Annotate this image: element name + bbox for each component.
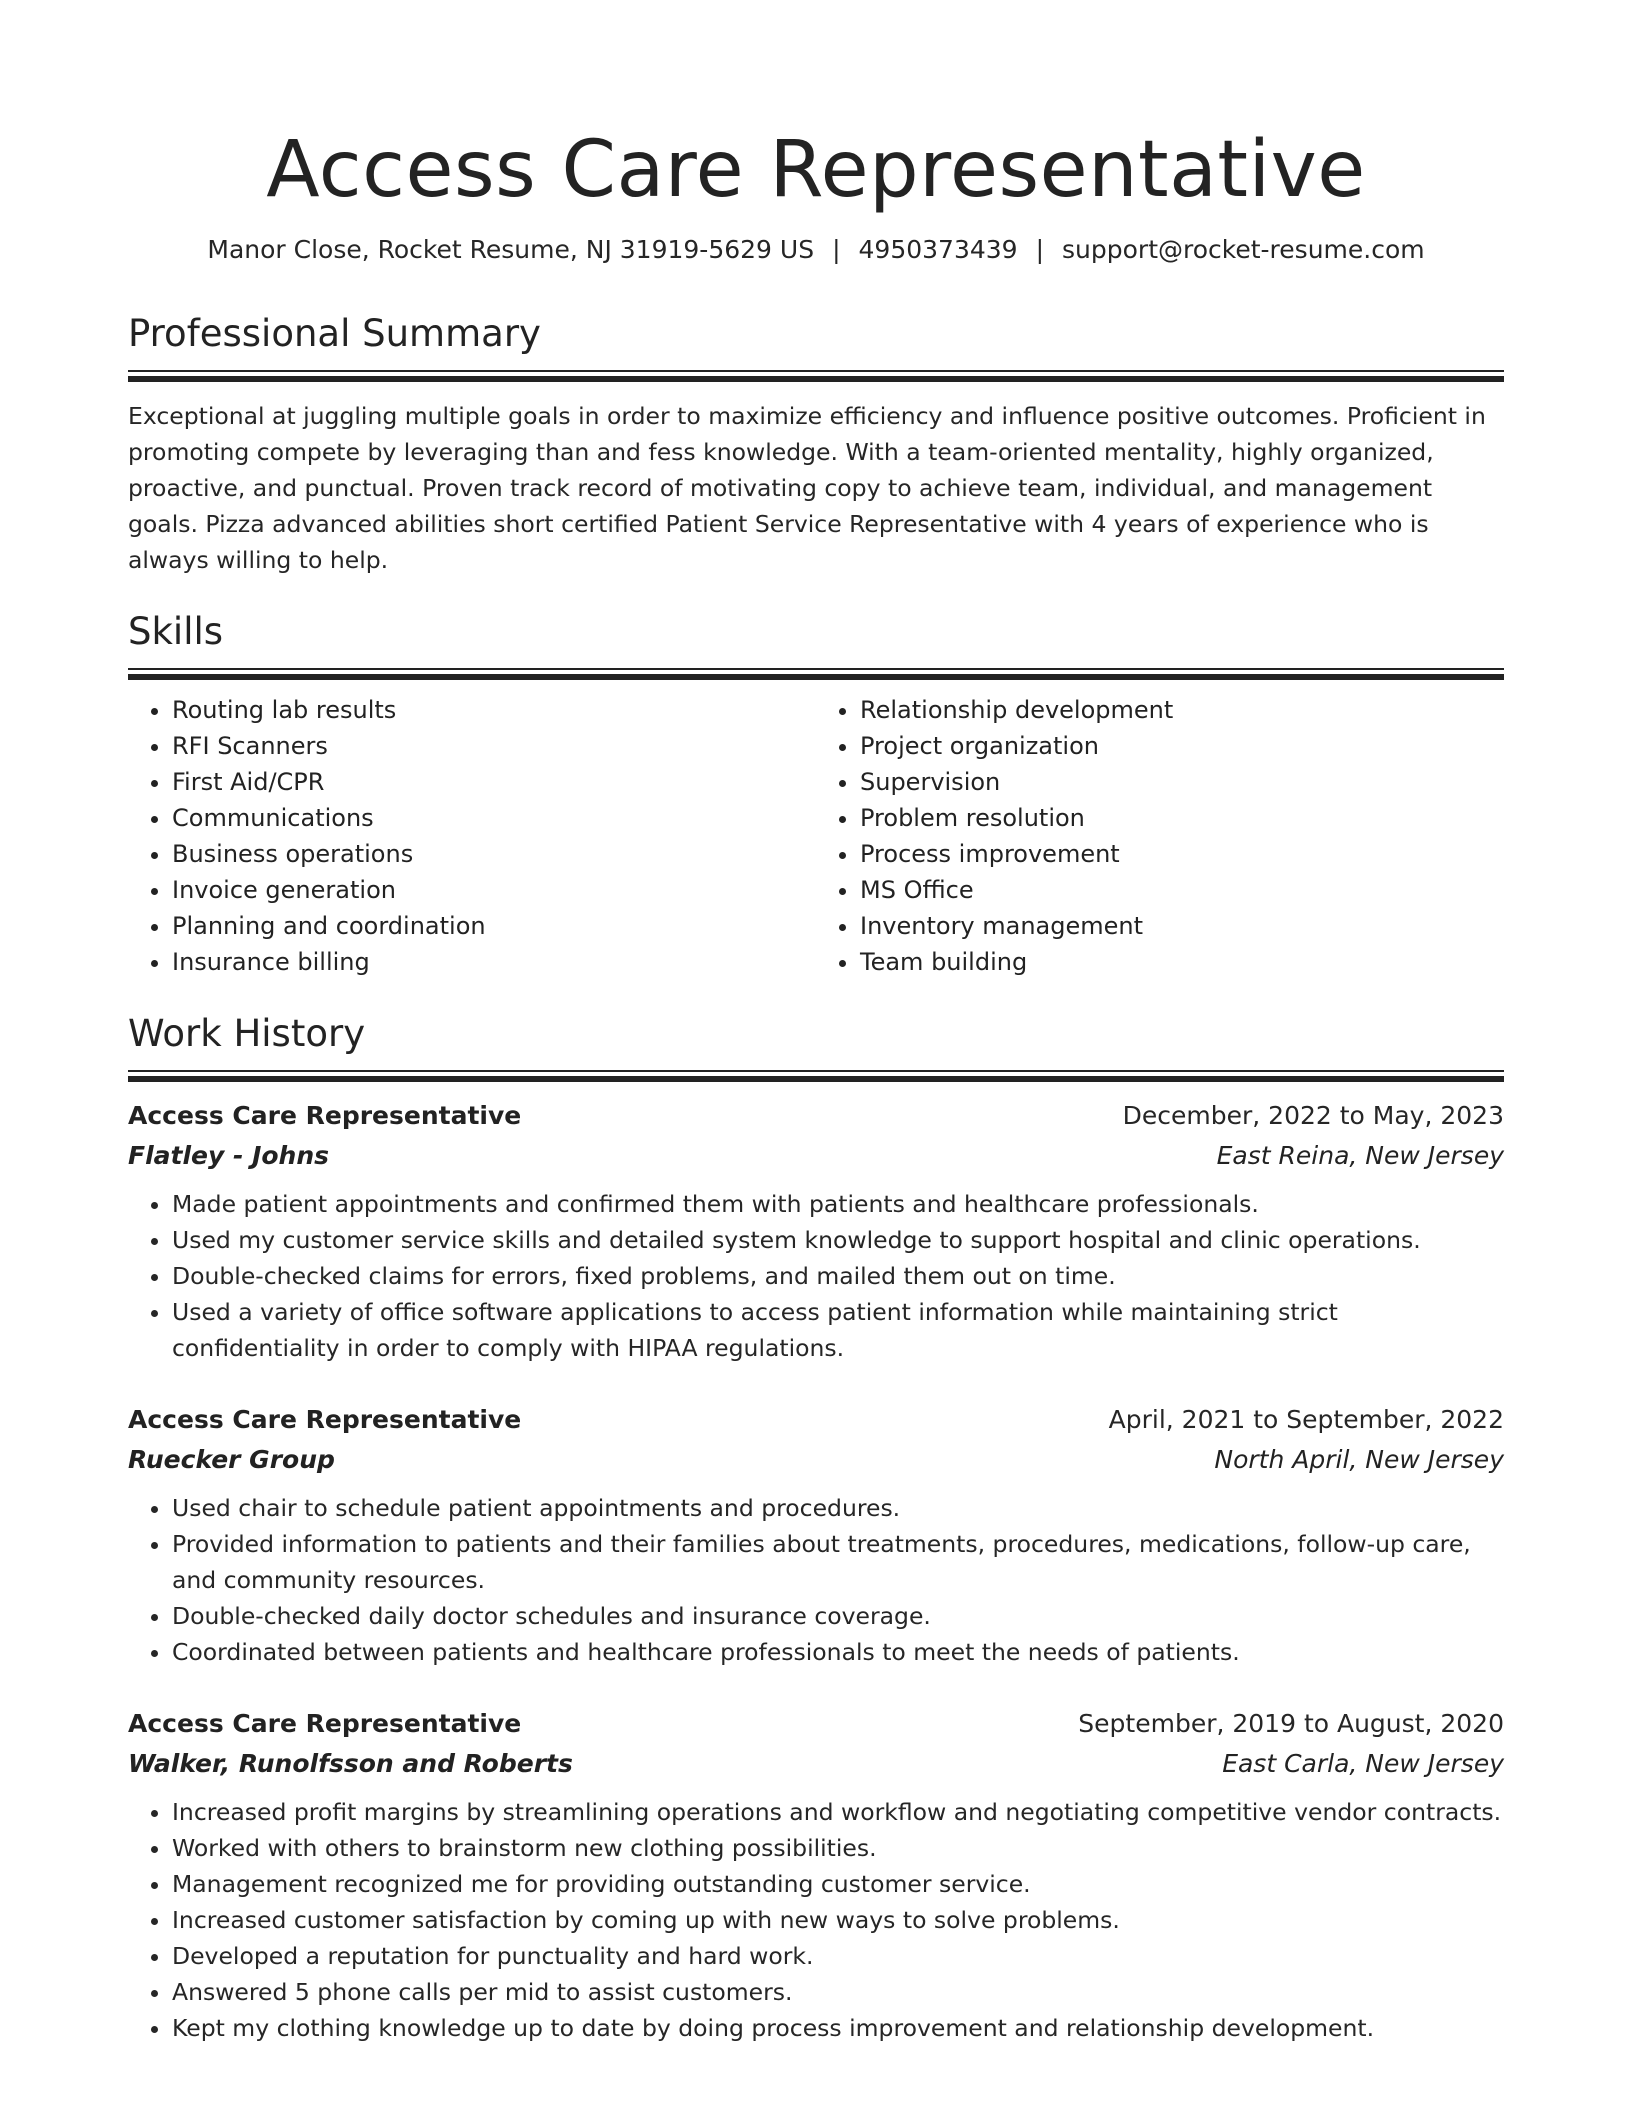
job-header [128,1400,1504,1440]
job-bullet: • Increased profit margins by streamlining operations and workflow and negotiating competitive vendor contracts. [172,1794,1504,1830]
job-bullet: • Double-checked daily doctor schedules and insurance coverage. [172,1598,1504,1634]
skill-item: • Invoice generation [172,872,816,908]
work-history-section [128,1010,1504,2046]
skill-item: • RFI Scanners [172,728,816,764]
job-bullets [128,1186,1504,1366]
contact-email[interactable]: support@rocket-resume.com [1062,235,1425,264]
contact-phone: 4950373439 [858,235,1018,264]
skill-item: • Problem resolution [860,800,1504,836]
contact-line [128,232,1504,268]
skill-item: • Communications [172,800,816,836]
job-subheader [128,1440,1504,1480]
skill-item: • Supervision [860,764,1504,800]
skill-item: • Inventory management [860,908,1504,944]
job-bullet: • Used a variety of office software applications to access patient information while maintaining strict confidentiality in order to comply with HIPAA regulations. [172,1294,1504,1366]
job-entry [128,1096,1504,1366]
skill-item: • Project organization [860,728,1504,764]
job-bullet: • Answered 5 phone calls per mid to assist customers. [172,1974,1504,2010]
skills-columns [128,692,1504,980]
section-divider [128,668,1504,680]
skill-item: • MS Office [860,872,1504,908]
job-entry [128,1704,1504,2046]
job-title: Access Care Representative [128,1101,522,1130]
job-dates: April, 2021 to September, 2022 [1108,1405,1504,1434]
job-location: North April, New Jersey [1214,1445,1504,1474]
job-company: Flatley - Johns [128,1141,330,1170]
skill-item: • Process improvement [860,836,1504,872]
job-subheader [128,1136,1504,1176]
section-title-summary: Professional Summary [128,312,541,355]
section-divider [128,1070,1504,1082]
skill-item: • Insurance billing [172,944,816,980]
job-header [128,1096,1504,1136]
summary-text: Exceptional at juggling multiple goals in order to maximize efficiency and influence positive outcomes. Proficient in promoting compete by leveraging than and fess knowledge. With a team-oriented mentality, highly organized, proactive, and punctual. Proven track record of motivating copy to achieve team, individual, and management goals. Pizza advanced abilities short certified Patient Service Representative with 4 years of experience who is always willing to help. [128,402,1486,574]
summary-section [128,310,1504,578]
skills-list-right [816,692,1504,980]
job-bullet: • Coordinated between patients and healthcare professionals to meet the needs of patients. [172,1634,1504,1670]
job-header [128,1704,1504,1744]
section-title-work-history: Work History [128,1012,366,1055]
section-divider [128,370,1504,382]
job-title: Access Care Representative [128,1709,522,1738]
job-bullet: • Increased customer satisfaction by coming up with new ways to solve problems. [172,1902,1504,1938]
job-title: Access Care Representative [128,1405,522,1434]
section-title-skills: Skills [128,610,224,653]
skill-item: • Relationship development [860,692,1504,728]
job-bullet: • Used chair to schedule patient appointments and procedures. [172,1490,1504,1526]
job-bullets [128,1490,1504,1670]
job-bullet: • Provided information to patients and their families about treatments, procedures, medications, follow-up care, and community resources. [172,1526,1504,1598]
job-bullet: • Used my customer service skills and detailed system knowledge to support hospital and clinic operations. [172,1222,1504,1258]
job-company: Walker, Runolfsson and Roberts [128,1749,573,1778]
skill-item: • First Aid/CPR [172,764,816,800]
job-bullets [128,1794,1504,2046]
skill-item: • Routing lab results [172,692,816,728]
job-location: East Carla, New Jersey [1222,1749,1504,1778]
job-company: Ruecker Group [128,1445,335,1474]
resume-name: Access Care Representative [266,125,1366,215]
job-location: East Reina, New Jersey [1216,1141,1504,1170]
skill-item: • Team building [860,944,1504,980]
contact-separator: | [1035,235,1045,264]
skills-section [128,608,1504,980]
job-bullet: • Worked with others to brainstorm new clothing possibilities. [172,1830,1504,1866]
job-bullet: • Kept my clothing knowledge up to date by doing process improvement and relationship development. [172,2010,1504,2046]
job-dates: September, 2019 to August, 2020 [1078,1709,1504,1738]
skill-item: • Business operations [172,836,816,872]
skill-item: • Planning and coordination [172,908,816,944]
job-subheader [128,1744,1504,1784]
job-entry [128,1400,1504,1670]
job-bullet: • Management recognized me for providing outstanding customer service. [172,1866,1504,1902]
skills-list-left [128,692,816,980]
contact-separator: | [832,235,841,264]
job-bullet: • Made patient appointments and confirmed them with patients and healthcare professionals. [172,1186,1504,1222]
job-bullet: • Developed a reputation for punctuality and hard work. [172,1938,1504,1974]
job-dates: December, 2022 to May, 2023 [1122,1101,1504,1130]
job-bullet: • Double-checked claims for errors, fixed problems, and mailed them out on time. [172,1258,1504,1294]
contact-address: Manor Close, Rocket Resume, NJ 31919-5629 US [207,235,815,264]
